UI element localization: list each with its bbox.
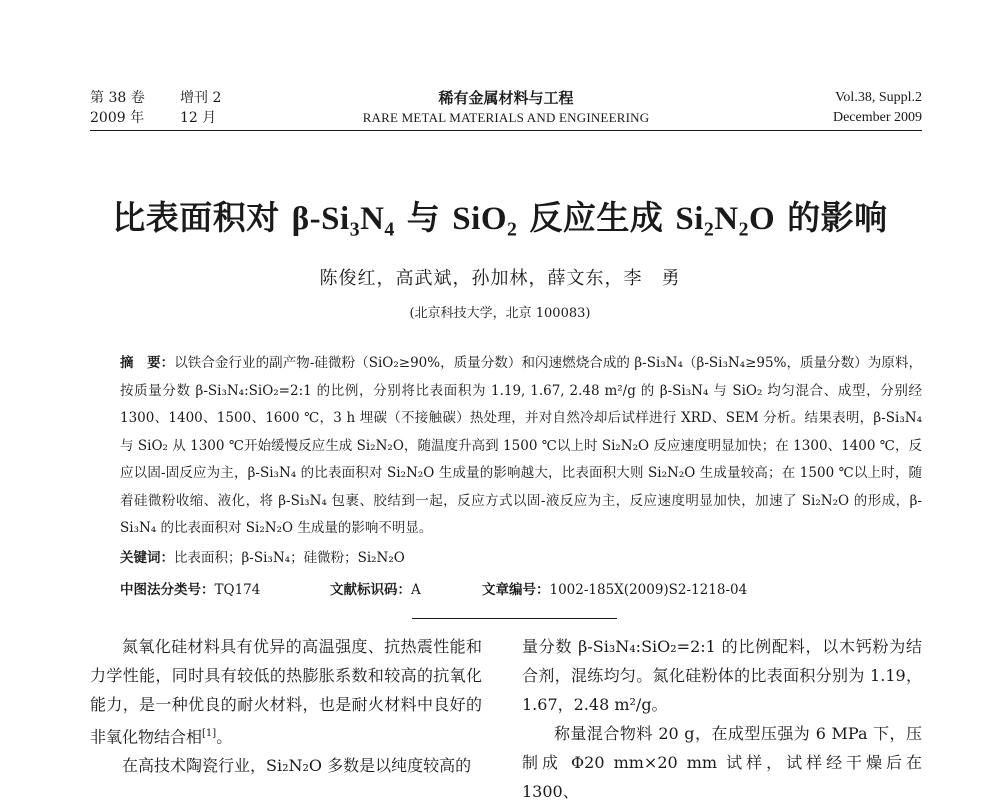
body-column-left (90, 632, 482, 780)
abstract-divider (412, 618, 617, 619)
article-value: 1002-185X(2009)S2-1218-04 (549, 582, 748, 598)
title-formula-si3n4: β-Si₃N₄ (291, 201, 395, 237)
journal-name (90, 88, 922, 128)
paper-title (0, 192, 1000, 239)
doc-label: 文献标识码： (330, 582, 411, 598)
abstract-label: 摘 要： (120, 355, 175, 371)
body-paragraph (90, 632, 482, 751)
running-header (90, 88, 922, 128)
title-formula-sio2: SiO₂ (452, 201, 518, 237)
title-prefix: 比表面积对 (112, 198, 292, 237)
volume-label: 第 38 卷 (90, 90, 145, 106)
affiliation: (北京科技大学，北京 100083) (409, 306, 591, 321)
body-paragraph: 称量混合物料 20 g，在成型压强为 6 MPa 下，压制成 Φ20 mm×20 mm 试样，试样经干燥后在 1300、 (522, 724, 922, 801)
keywords-text: 比表面积；β-Si₃N₄；硅微粉；Si₂N₂O (174, 550, 405, 566)
article-label: 文章编号： (482, 582, 550, 598)
body-column-right (522, 632, 922, 806)
abstract (120, 350, 922, 543)
title-formula-si2n2o: Si₂N₂O (675, 201, 776, 237)
article-number (482, 578, 747, 598)
authors: 陈俊红，高武斌，孙加林，薛文东，李 勇 (319, 268, 681, 289)
body-text: 氮氧化硅材料具有优异的高温强度、抗热震性能和力学性能，同时具有较低的热膨胀系数和较高的抗氧化能力，是一种优良的耐火材料，也是耐火材料中良好的非氧化物结合相 (90, 637, 482, 747)
keywords-label: 关键词： (120, 550, 174, 566)
year-label: 2009 年 (90, 110, 145, 126)
citation-ref[interactable]: [1] (202, 728, 217, 739)
body-paragraph: 在高技术陶瓷行业，Si₂N₂O 多数是以纯度较高的 (122, 756, 472, 776)
volume-en: Vol.38, Suppl.2 (835, 90, 922, 105)
body-text-end: 。 (216, 727, 233, 747)
title-mid2: 反应生成 (517, 198, 676, 237)
doc-value: A (411, 582, 421, 598)
body-paragraph: 量分数 β-Si₃N₄:SiO₂=2:1 的比例配料，以木钙粉为结合剂，混练均匀。氮化硅粉体的比表面积分别为 1.19，1.67，2.48 m²/g。 (522, 637, 922, 714)
header-rule (90, 130, 922, 131)
doc-code (330, 578, 421, 598)
keywords (120, 546, 922, 566)
month-label: 12 月 (180, 110, 217, 126)
date-en: December 2009 (832, 110, 922, 125)
title-suffix: 的影响 (775, 198, 888, 237)
title-mid1: 与 (394, 198, 453, 237)
clc-code (120, 578, 260, 598)
clc-label: 中图法分类号： (120, 582, 215, 598)
journal-name-zh: 稀有金属材料与工程 (438, 89, 574, 107)
abstract-text: 以铁合金行业的副产物-硅微粉（SiO₂≥90%，质量分数）和闪速燃烧合成的 β-Si₃N₄（β-Si₃N₄≥95%，质量分数）为原料，按质量分数 β-Si₃N₄:SiO₂=2:1 的比例，分别将比表面积为 1.19, 1.67, 2.48 m²/g 的 β-Si₃N₄ 与 SiO₂ 均匀混合、成型，分别经 1300、1400、1500、1600 ℃，3 h 埋碳（不接触碳）热处理，并对自然冷却后试样进行 XRD、SEM 分析。结果表明，β-Si₃N₄ 与 SiO₂ 从 1300 ℃开始缓慢反应生成 Si₂N₂O，随温度升高到 1500 ℃以上时 Si₂N₂O 反应速度明显加快；在 1300、1400 ℃，反应以固-固反应为主，β-Si₃N₄ 的比表面积对 Si₂N₂O 生成量的影响越大，比表面积大则 Si₂N₂O 生成量较高；在 1500 ℃以上时，随着硅微粉收缩、液化，将 β-Si₃N₄ 包裹、胶结到一起，反应方式以固-液反应为主，反应速度明显加快，加速了 Si₂N₂O 的形成，β-Si₃N₄ 的比表面积对 Si₂N₂O 生成量的影响不明显。 (120, 355, 923, 536)
journal-name-en: RARE METAL MATERIALS AND ENGINEERING (362, 110, 650, 125)
clc-value: TQ174 (214, 582, 261, 598)
issue-label: 增刊 2 (180, 90, 222, 106)
issue-info-en (833, 88, 922, 128)
